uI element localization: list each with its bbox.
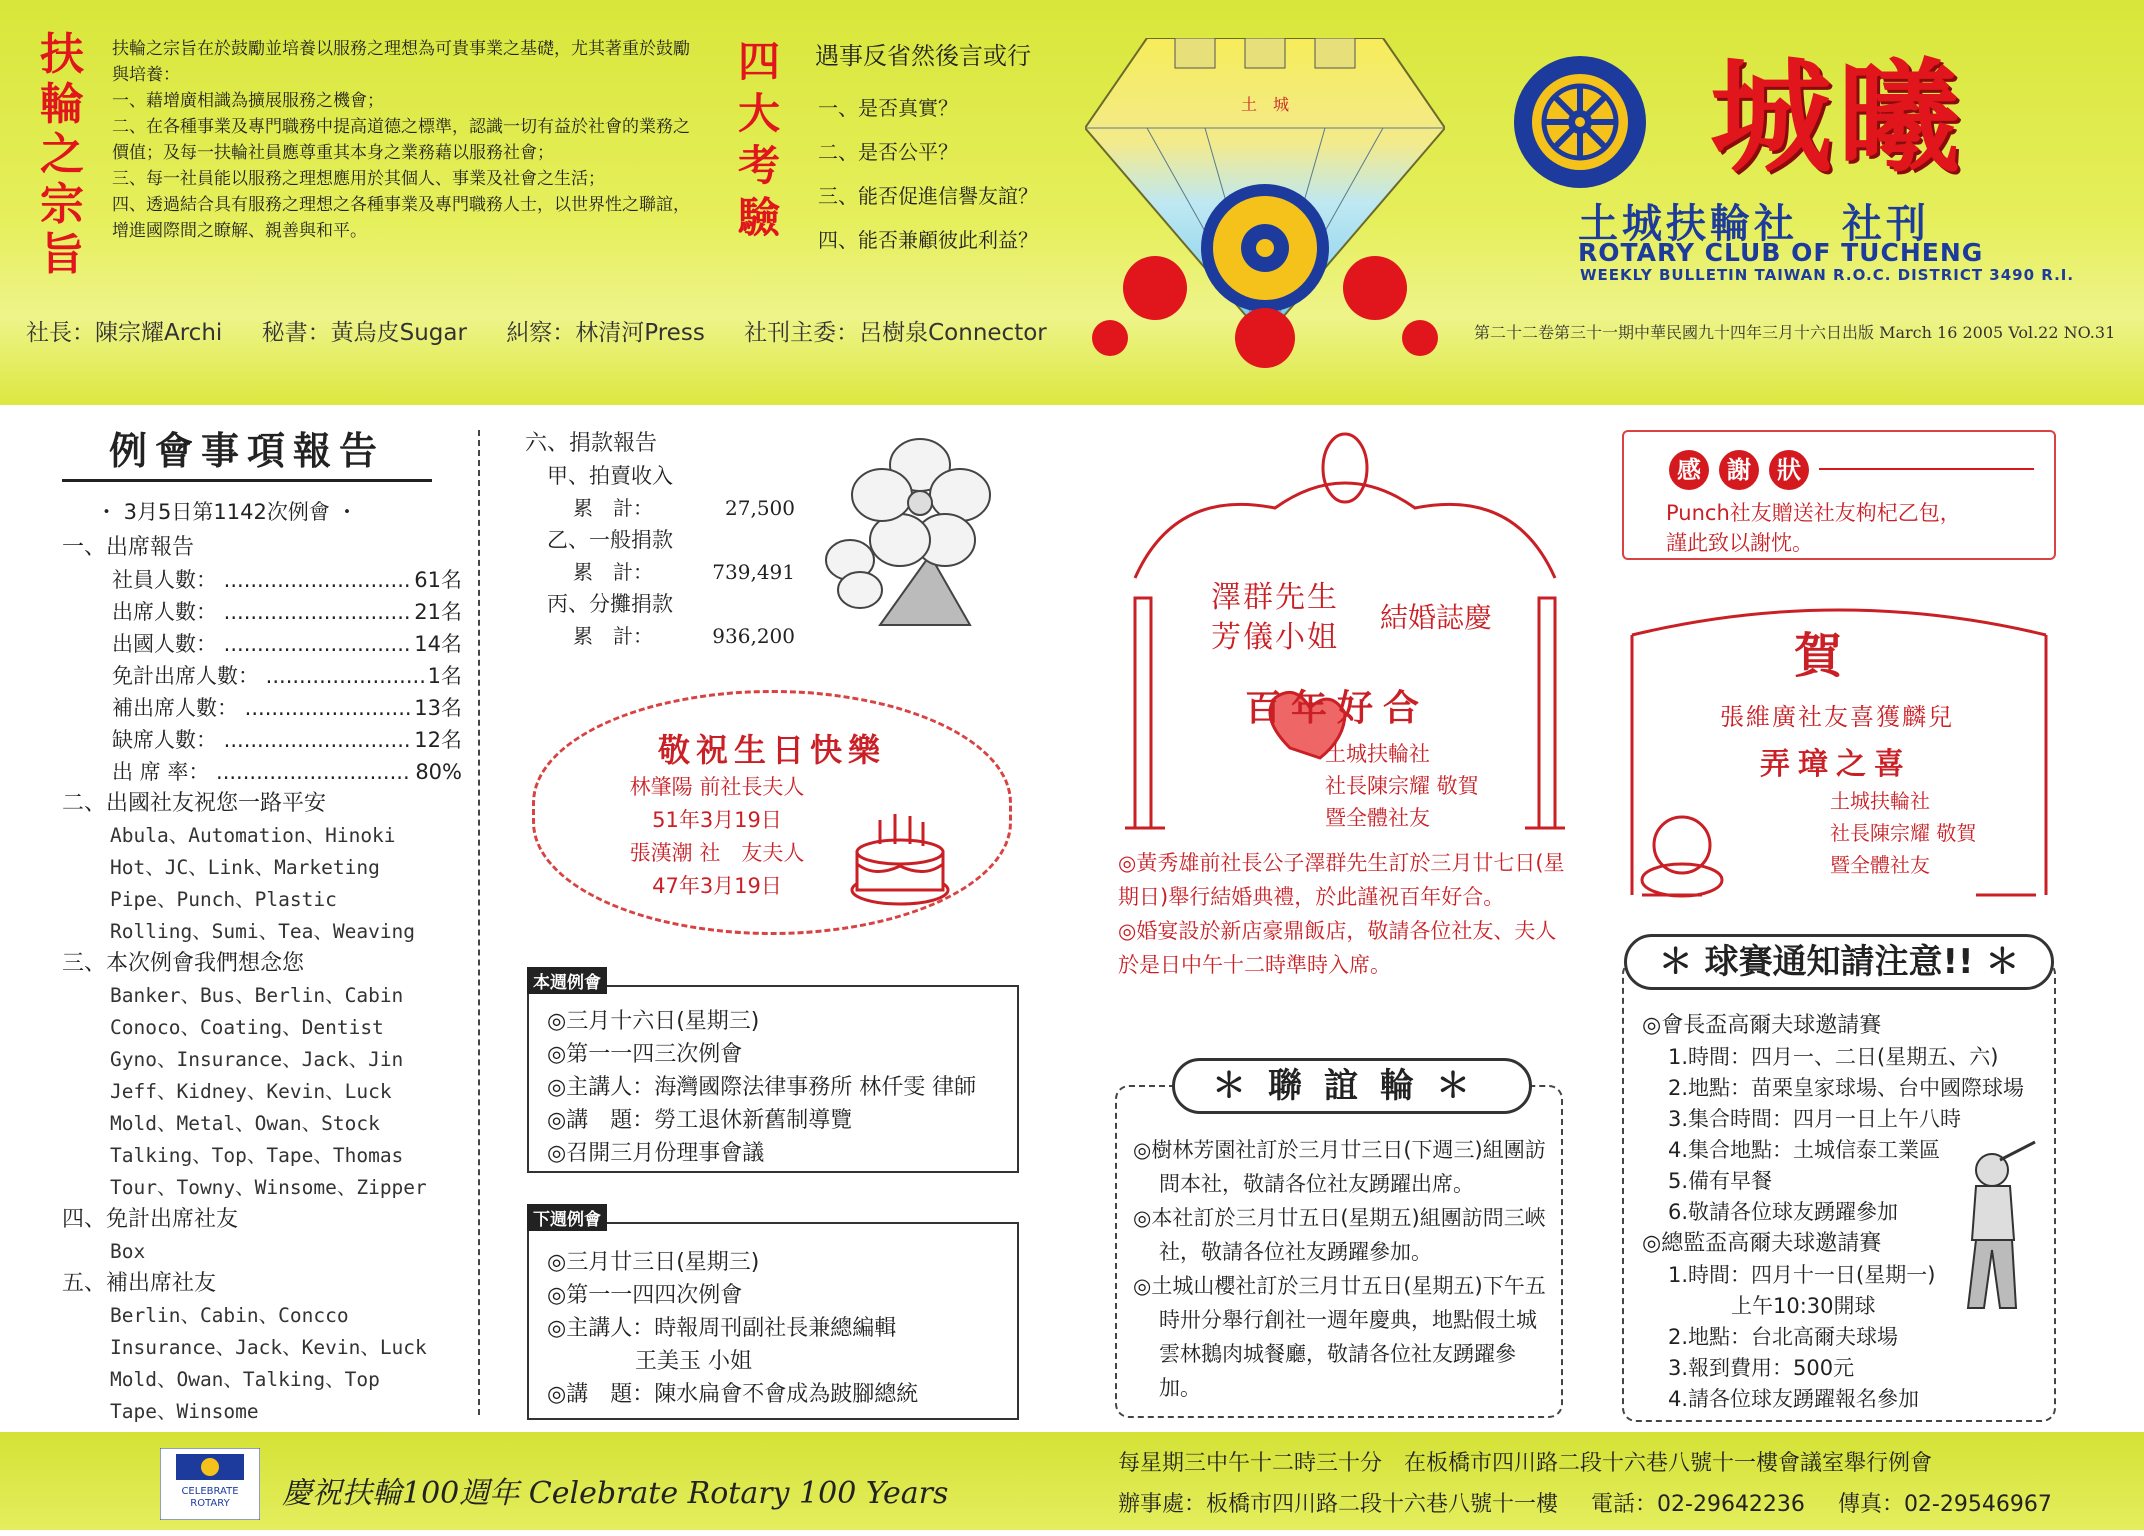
section-heading: 二、出國社友祝您一路平安 [62, 791, 327, 816]
fellowship-title: ＊聯誼輪＊ [1172, 1058, 1532, 1114]
bulletin-title: 城曦 [1710, 45, 1966, 189]
tenet-item: 四、透過結合具有服務之理想之各種事業及專門職務人士，以世界性之聯誼，增進國際間之瞭解、親善與和平。 [112, 195, 690, 241]
section-heading: 五、補出席社友 [62, 1271, 217, 1296]
four-way-test-title: 四大考驗 [738, 37, 781, 242]
golf-notice-title: ＊ 球賽通知請注意!! ＊ [1624, 934, 2054, 990]
section-heading: 一、出席報告 [62, 535, 195, 560]
four-way-test-list [818, 86, 1038, 262]
meeting-line: ◎主講人：時報周刊副社長兼總編輯 [547, 1316, 897, 1341]
tournament-item: 6.敬請各位球友踴躍參加 [1668, 1200, 1899, 1224]
name-line: Talking、Top、Tape、Thomas [110, 1144, 404, 1167]
wedding-names: 澤群先生 芳儀小姐 [1211, 580, 1339, 655]
meeting-line: ◎主講人：海灣國際法律事務所 林仟雯 律師 [547, 1075, 977, 1100]
name-line: Banker、Bus、Berlin、Cabin [110, 984, 404, 1007]
tenet-item: 一、藉增廣相識為擴展服務之機會； [112, 91, 384, 111]
tournament-item: 3.報到費用：500元 [1668, 1356, 1855, 1380]
officer: 社長：陳宗耀Archi [26, 320, 223, 346]
celebrate-tagline: 慶祝扶輪100週年 Celebrate Rotary 100 Years [282, 1476, 949, 1511]
wedding-note: ◎婚宴設於新店豪鼎飯店，敬請各位社友、夫人於是日中午十二時準時入席。 [1118, 919, 1557, 977]
this-week-meeting-box [527, 973, 1019, 1173]
report-title: 例會事項報告 [62, 420, 432, 482]
test-item: 三、能否促進信譽友誼？ [818, 184, 1038, 208]
attendance-row: 社員人數： ..... 61名 [62, 564, 462, 596]
golfer-illustration-icon [1940, 1140, 2040, 1320]
office-address: 辦事處：板橋市四川路二段十六巷八號十一樓 [1118, 1492, 1559, 1517]
club-subtitle: WEEKLY BULLETIN TAIWAN R.O.C. DISTRICT 3490 R.I. [1580, 266, 2075, 284]
wedding-note: ◎黃秀雄前社長公子澤群先生訂於三月廿七日(星期日)舉行結婚典禮，於此謹祝百年好合。 [1118, 851, 1565, 909]
meeting-line: ◎第一一四四次例會 [547, 1283, 743, 1308]
thanks-rule [1819, 468, 2034, 470]
birthday-line: 張漢潮 社 友夫人 [629, 841, 805, 865]
attendance-row: 出國人數： ..... 14名 [62, 628, 462, 660]
meeting-line: ◎召開三月份理事會議 [547, 1141, 765, 1166]
meeting-report-column [62, 420, 462, 1428]
cake-icon [845, 800, 955, 910]
meeting-line: ◎講 題：勞工退休新舊制導覽 [547, 1108, 853, 1133]
congrats-from: 土城扶輪社 社長陳宗耀 敬賀 暨全體社友 [1830, 789, 1977, 877]
tournament-title: ◎總監盃高爾夫球邀請賽 [1642, 1231, 1882, 1256]
rotary-wheel-logo-icon [1510, 52, 1650, 192]
name-line: Box [110, 1240, 146, 1263]
tournament-item: 4.集合地點：土城信泰工業區 [1668, 1138, 1941, 1162]
emblem-text: 土 城 [1240, 95, 1290, 114]
tournament-item: 4.請各位球友踴躍報名參加 [1668, 1387, 1920, 1411]
meeting-line: ◎三月廿三日(星期三) [547, 1250, 760, 1275]
name-line: Hot、JC、Link、Marketing [110, 856, 380, 879]
name-line: Tape、Winsome [110, 1400, 259, 1423]
donations-title: 六、捐款報告 [525, 431, 658, 456]
club-name-cn: 土城扶輪社 社刊 [1578, 201, 1930, 247]
section-heading: 三、本次例會我們想念您 [62, 951, 305, 976]
meeting-schedule: 每星期三中午十二時三十分 在板橋市四川路二段十六巷八號十一樓會議室舉行例會 [1118, 1451, 1933, 1476]
club-diamond-emblem-icon [1085, 38, 1445, 368]
name-line: Berlin、Cabin、Concco [110, 1304, 349, 1327]
name-line: Gyno、Insurance、Jack、Jin [110, 1048, 404, 1071]
thanks-title: 感 謝 狀 [1669, 450, 1819, 490]
attendance-row: 缺席人數： ..... 12名 [62, 724, 462, 756]
name-line: Abula、Automation、Hinoki [110, 824, 396, 847]
tenet-item: 二、在各種事業及專門職務中提高道德之標準，認識一切有益於社會的業務之價值；及每一扶輪社員應尊重其本身之業務藉以服務社會； [112, 117, 690, 163]
tournament-item: 5.備有早餐 [1668, 1169, 1773, 1193]
donation-sum: 累 計： 27,500 [573, 496, 795, 520]
meeting-line: ◎講 題：陳水扁會不會成為跛腳總統 [547, 1382, 919, 1407]
thanks-body: Punch社友贈送社友枸杞乙包， 謹此致以謝忱。 [1666, 501, 1961, 555]
birthday-line: 47年3月19日 [652, 874, 782, 898]
this-week-tag: 本週例會 [527, 967, 607, 994]
name-line: Mold、Owan、Talking、Top [110, 1368, 380, 1391]
four-way-test-heading: 遇事反省然後言或行 [815, 42, 1031, 70]
officer: 糾察：林清河Press [506, 320, 705, 346]
tournament-item: 2.地點：苗栗皇家球場、台中國際球場 [1668, 1076, 2025, 1100]
fellowship-item: ◎土城山櫻社訂於三月廿五日(星期五)下午五時卅分舉行創社一週年慶典，地點假土城雲林鵝肉城餐廳，敬請各位社友踴躍參加。 [1133, 1274, 1546, 1400]
section-heading: 四、免計出席社友 [62, 1207, 239, 1232]
office-fax: 傳真：02-29546967 [1837, 1492, 2052, 1517]
donation-item: 乙、一般捐款 [547, 528, 673, 552]
wedding-card [1115, 428, 1575, 848]
tournament-item: 2.地點：台北高爾夫球場 [1668, 1325, 1899, 1349]
officer: 秘書：黃烏皮Sugar [261, 320, 467, 346]
tournament-item: 3.集合時間：四月一日上午八時 [1668, 1107, 1962, 1131]
svg-text:ROTARY: ROTARY [190, 1498, 230, 1509]
tenets-title: 扶輪之宗旨 [40, 29, 84, 280]
attendance-row: 出 席 率： ..... 80% [62, 756, 462, 788]
tenet-item: 三、每一社員能以服務之理想應用於其個人、事業及社會之生活； [112, 169, 605, 189]
tournament-item: 1.時間：四月十一日(星期一) [1668, 1263, 1936, 1287]
name-line: Tour、Towny、Winsome、Zipper [110, 1176, 427, 1199]
name-line: Pipe、Punch、Plastic [110, 888, 337, 911]
donation-sum: 累 計： 739,491 [573, 560, 795, 584]
wedding-wish: 百年好合 [1245, 687, 1430, 729]
column-divider [478, 430, 480, 1415]
attendance-row: 免計出席人數： ..... 1名 [62, 660, 462, 692]
officers-line [26, 314, 1079, 347]
office-phone: 電話：02-29642236 [1591, 1492, 1805, 1517]
meeting-line: ◎三月十六日(星期三) [547, 1009, 760, 1034]
name-line: Jeff、Kidney、Kevin、Luck [110, 1080, 392, 1103]
congrats-card [1622, 595, 2056, 905]
svg-text:CELEBRATE: CELEBRATE [181, 1486, 239, 1497]
meeting-line: ◎第一一四三次例會 [547, 1042, 743, 1067]
tournament-item: 1.時間：四月一、二日(星期五、六) [1668, 1045, 1999, 1069]
wedding-title: 結婚誌慶 [1380, 601, 1493, 634]
tournament-item: 上午10:30開球 [1668, 1294, 1876, 1318]
congrats-line: 張維廣社友喜獲麟兒 [1720, 703, 1954, 731]
birthday-title: 敬祝生日快樂 [657, 731, 886, 769]
test-item: 四、能否兼顧彼此利益？ [818, 228, 1038, 252]
wedding-notes [1118, 846, 1568, 982]
tenets-text [112, 36, 692, 244]
club-name-en: ROTARY CLUB OF TUCHENG [1578, 238, 1984, 267]
meeting-number: ・ 3月5日第1142次例會 ・ [96, 500, 358, 524]
donation-sum: 累 計： 936,200 [573, 624, 795, 648]
congrats-character: 賀 [1794, 628, 1843, 684]
test-item: 二、是否公平？ [818, 140, 958, 164]
issue-info: 第二十二卷第三十一期中華民國九十四年三月十六日出版 March 16 2005 Vol.22 NO.31 [1474, 323, 2116, 342]
name-line: Rolling、Sumi、Tea、Weaving [110, 920, 416, 943]
attendance-row: 出席人數： ..... 21名 [62, 596, 462, 628]
next-week-meeting-box [527, 1210, 1019, 1420]
birthday-line: 林肇陽 前社長夫人 [629, 775, 805, 799]
flower-illustration-icon [820, 425, 1020, 645]
donation-item: 甲、拍賣收入 [547, 464, 673, 488]
tenets-intro: 扶輪之宗旨在於鼓勵並培養以服務之理想為可貴事業之基礎，尤其著重於鼓勵與培養： [112, 39, 690, 85]
fellowship-box [1115, 1085, 1563, 1418]
office-contact [1118, 1487, 2078, 1518]
next-week-tag: 下週例會 [527, 1204, 607, 1231]
congrats-line: 弄璋之喜 [1760, 747, 1912, 782]
thanks-card [1622, 430, 2056, 560]
donation-item: 丙、分攤捐款 [547, 592, 673, 616]
meeting-line: 王美玉 小姐 [547, 1349, 752, 1374]
tournament-title: ◎會長盃高爾夫球邀請賽 [1642, 1013, 1882, 1038]
birthday-line: 51年3月19日 [652, 808, 782, 832]
name-line: Insurance、Jack、Kevin、Luck [110, 1336, 427, 1359]
celebrate-rotary-logo-icon [160, 1448, 260, 1520]
fellowship-item: ◎樹林芳園社訂於三月廿三日(下週三)組團訪問本社，敬請各位社友踴躍出席。 [1133, 1138, 1546, 1196]
test-item: 一、是否真實？ [818, 96, 958, 120]
wedding-from: 土城扶輪社 社長陳宗耀 敬賀 暨全體社友 [1325, 742, 1479, 830]
officer: 社刊主委：呂樹泉Connector [744, 320, 1047, 346]
name-line: Conoco、Coating、Dentist [110, 1016, 384, 1039]
attendance-row: 補出席人數： ..... 13名 [62, 692, 462, 724]
name-line: Mold、Metal、Owan、Stock [110, 1112, 380, 1135]
fellowship-item: ◎本社訂於三月廿五日(星期五)組團訪問三峽社，敬請各位社友踴躍參加。 [1133, 1206, 1546, 1264]
